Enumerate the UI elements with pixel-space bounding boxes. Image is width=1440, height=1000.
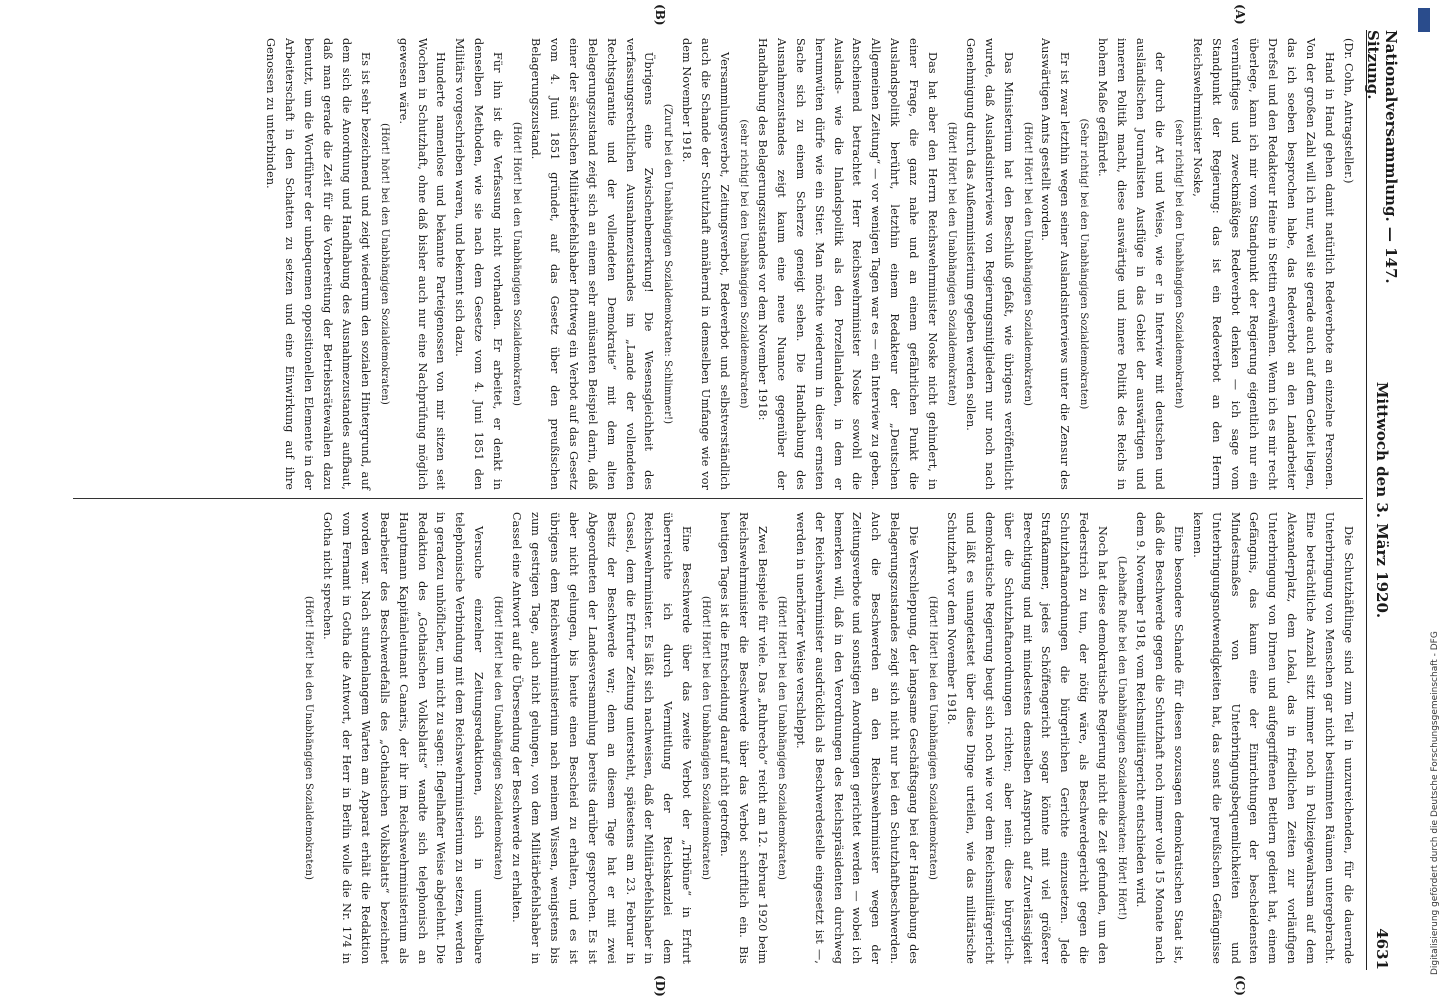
- paragraph: (Hört! Hört! bei den Unabhängigen Sozialdemokraten): [492, 595, 504, 881]
- digitization-note-text: Digitalisierung gefördert durch die Deutsche Forschungsgemeinschaft - DFG: [1430, 631, 1440, 975]
- margin-marker-d: (D): [653, 975, 667, 997]
- paragraph: Die Verschleppung, der langsame Geschäftsgang bei der Handhabung des Belagerungszustandes zeigt sich nicht nur bei den Schutzhaftbeschwerden. Auch die Beschwerden an den Reichswehrminister wegen der Zeitungsverbote und sonstigen Anordnungen gerichtet werden — wobei ich bemerken will, daß in den Verordnungen des Reichspräsidenten durchweg der Reichswehrminister ausdrücklich als Beschwerdestelle eingesetzt ist —, werden in unerhörter Weise verschleppt.: [793, 512, 921, 964]
- paragraph: Zwei Beispiele für viele. Das „Ruhrecho“ reicht am 12. Februar 1920 beim Reichswehrminister die Beschwerde über das Verbot schriftlich ein. Bis heutigen Tages ist die Entscheidung darauf nicht getroffen.: [718, 512, 769, 964]
- paragraph: (Hört! Hört! bei den Unabhängigen Sozialdemokraten): [1021, 121, 1033, 407]
- paragraph: Übrigens eine Zwischenbemerkung! Die Wesensgleichheit des verfassungsrechtlichen Ausnahmezustandes im „Lande der vollendeten Rechtsgarantie und der vollendeten Demokratie“ mit dem alten Belagerungszustand zeigt sich an einem sehr amüsanten Beispiel darin, daß einer der sächsischen Militärbefehlshaber flottweg ein Verbot auf das Gesetz vom 4. Juni 1851 gründet, auf das Gesetz über den preußischen Belagerungszustand.: [529, 38, 656, 490]
- paragraph: Die Schutzhäftlinge sind zum Teil in unzureichenden, für die dauernde Unterbringung von Menschen gar nicht bestimmten Räumen untergebracht. Eine beträchtliche Anzahl sitzt immer noch in Polizeigewahrsam auf dem Alexanderplatz, dem Lokal, das in friedlichen Zeiten zur vorläufigen Unterbringung von Dirnen und aufgegriffenen Bettlern gedient hat, einem Gefängnis, das kaum eine der Einrichtungen der bescheidensten Mindestmaßes von Unterbringungsbequemlichkeiten und Unterbringungsnotwendigkeiten hat, das sonst die preußischen Gefängnisse kennen.: [1190, 512, 1355, 964]
- paragraph: (Hört! Hört! bei den Unabhängigen Sozialdemokraten): [700, 595, 712, 881]
- right-column: [67, 512, 1357, 964]
- left-column: [67, 38, 1357, 490]
- paragraph: Hand in Hand gehen damit natürlich Redeverbote an einzelne Personen. Von der großen Zahl will ich nur, weil sie gerade auch auf dem Gebiet liegen, das ich soeben besprochen habe, das Redeverbot an den Landarbeiter Drefsel und den Redakteur Heine in Stettin erwähnen. Wenn ich es mir recht überlege, kann ich mir vom Standpunkt der Regierung eigentlich nur ein vernünftiges und zweckmäßiges Redeverbot denken — ich sage vom Standpunkt der Regierung: das ist ein Redeverbot an den Herrn Reichswehrminister Noske,: [1190, 38, 1337, 490]
- paragraph: Eine besondere Schande für diesen sozusagen demokratischen Staat ist, daß die Beschwerde gegen die Schutzhaft noch immer volle 15 Monate nach dem 9. November 1918, vom Reichsmilitärgericht entschieden wird.: [1134, 512, 1185, 964]
- paragraph: (sehr richtig! bei den Unabhängigen Sozialdemokraten): [738, 119, 749, 409]
- header-session: Nationalversammlung. — 147. Sitzung.: [1364, 30, 1400, 284]
- paragraph: Hunderte namenlose und bekannte Parteigenossen von mir sitzen seit Wochen in Schutzhaft, ohne daß bisher auch nur eine Nachprüfung möglich gewesen wäre.: [396, 38, 448, 490]
- paragraph: Versuche einzelner Zeitungsredaktionen, sich in unmittelbare telephonische Verbindung mit dem Reichswehrministerium zu setzen, werden in geradezu unhöflicher, um nicht zu sagen: flegelhafter Weise abgelehnt. Die Redaktion des „Gothaischen Volksblatts“ wandte sich telephonisch an Hauptmann Kapitänleutnant Canaris, der ihr im Reichswehrministerium als Bearbeiter des Beschwerdefalls des „Gothaischen Volksblatts“ bezeichnet worden war. Nach stundenlangem Warten am Apparat erhält die Redaktion vom Fernamt in Gotha die Antwort, der Herr in Berlin wolle die Nr. 174 in Gotha nicht sprechen.: [321, 512, 486, 964]
- page-header: [1364, 30, 1400, 970]
- margin-marker-b: (B): [653, 4, 667, 26]
- paragraph: Eine Beschwerde über das zweite Verbot der „Tribüne“ in Erfurt überreichte ich durch Vermittlung der Reichskanzlei dem Reichswehrminister. Es läßt sich nachweisen, daß der Militärbefehlshaber in Cassel, dem die Erfurter Zeitung untersteht, spätestens am 23. Februar in Besitz der Beschwerde war; denn an diesem Tage hat er mit zwei Abgeordneten der Landesversammlung bereits darüber gesprochen. Es ist aber nicht gelungen, bis heute einen Bescheid zu erhalten, und es ist übrigens dem Reichswehrministerium nach meinem Wissen, wenigstens bis zum gestrigen Tage, auch nicht gelungen, von dem Militärbefehlshaber in Cassel eine Antwort auf die Übersendung der Beschwerde zu erhalten.: [510, 512, 694, 964]
- paragraph: Das hat aber den Herrn Reichswehrminister Noske nicht gehindert, in einer Frage, die ganz nahe und an einem gefährlichen Punkt die Auslandspolitik berührt, letzthin einem Redakteur der „Deutschen Allgemeinen Zeitung“ — vor wenigen Tagen war es — ein Interview zu geben. Anscheinend betrachtet Herr Reichswehrminister Noske sowohl die Auslands- wie die Inlandspolitik als den Porzellanladen, in dem er herumwüten dürfe wie ein Stier. Man möchte wiederum in dieser ernsten Sache sich zu einem Scherze geneigt sehen. Die Handhabung des Ausnahmezustandes zeigt kaum eine neue Nuance gegenüber der Handhabung des Belagerungszustandes vor dem November 1918:: [755, 38, 940, 490]
- paragraph: (Hört! Hört! bei den Unabhängigen Sozialdemokraten): [945, 121, 957, 407]
- column-divider: [73, 498, 1363, 499]
- paragraph: (Zuruf bei den Unabhängigen Sozialdemokraten: Schlimmer!): [662, 103, 674, 425]
- paragraph: Noch hat diese demokratische Regierung nicht die Zeit gefunden, um den Federstrich zu tun, der nötig wäre, als Beschwerdegericht gegen die Schutzhaftanordnungen die bürgerlichen Gerichte einzusetzen. Jede Strafkammer, jedes Schöffengericht sogar könnte mit viel größerer Berechtigung und mit mindestens demselben Anspruch auf Zuverlässigkeit über die Schutzhaftanordnungen richten; aber nein: diese bürgerlich-demokratische Regierung beugt sich noch wie vor dem Reichsmilitärgericht und läßt es unangetastet über diese Dinge urteilen, wie das militärische Schutzhaft vor dem November 1918.: [944, 512, 1110, 964]
- paragraph: der durch die Art und Weise, wie er in Interview mit deutschen und ausländischen Journalisten Ausflüge in das Gebiet der auswärtigen und inneren Politik macht, diese auswärtige und innere Politik des Reichs in hohem Maße gefährdet.: [1096, 38, 1166, 490]
- header-date: Mittwoch den 3. März 1920.: [1373, 381, 1391, 619]
- margin-marker-c: (C): [1233, 975, 1247, 996]
- paragraph: (Hört! Hört! bei den Unabhängigen Sozialdemokraten): [775, 595, 787, 881]
- paragraph: Es ist sehr bezeichnend und zeigt wiederum den sozialen Hintergrund, auf dem sich die Anordnung und Handhabung des Ausnahmezustandes aufbaut, daß man gerade die Zeit für die Vorbereitung der Betriebsrätewahlen dazu benutzt, um die Wortführer der unbequemen oppositionellen Elemente in der Arbeiterschaft in den Schatten zu setzen und eine Einwirkung auf ihre Genossen zu unterbinden.: [264, 38, 372, 490]
- paragraph: (Hört! Hört! bei den Unabhängigen Sozialdemokraten): [927, 595, 939, 881]
- paragraph: (Hört! hört! bei den Unabhängigen Sozialdemokraten): [378, 123, 390, 405]
- digitization-note: [1418, 10, 1440, 990]
- paragraph: Versammlungsverbot, Zeitungsverbot, Redeverbot und selbstverständlich auch die Schande der Schutzhaft annähernd in demselben Umfange wie vor dem November 1918.: [680, 38, 732, 490]
- paragraph: (sehr richtig! bei den Unabhängigen Sozialdemokraten): [1172, 119, 1184, 409]
- paragraph: (Sehr richtig! bei den Unabhängigen Sozialdemokraten): [1078, 118, 1090, 410]
- paragraph: Für ihn ist die Verfassung nicht vorhanden. Er arbeitet, er denkt in denselben Methoden, wie sie nach dem Gesetze vom 4. Juni 1851 den Militärs vorgeschrieben waren, und bekennt sich dazu.: [453, 38, 505, 490]
- paragraph: (Lebhafte Rufe bei den Unabhängigen Sozialdemokraten: Hört! Hört!): [1116, 556, 1128, 920]
- paragraph: Das Ministerium hat den Beschluß gefaßt, wie übrigens veröffentlicht wurde, daß Auslandsinterviews von Regierungsmitgliedern nur noch nach Genehmigung durch das Außenministerium gegeben werden sollen.: [963, 38, 1015, 490]
- paragraph: Er ist zwar letzthin wegen seiner Auslandsinterviews unter die Zensur des Auswärtigen Amts gestellt worden.: [1039, 38, 1072, 490]
- paragraph: (Hört! Hört! bei den Unabhängigen Sozialdemokraten): [303, 595, 315, 881]
- page-number: 4631: [1373, 928, 1391, 970]
- paragraph: (Hört! Hört! bei den Unabhängigen Sozialdemokraten): [511, 121, 523, 407]
- paragraph: (Dr. Cohn, Antragsteller.): [1342, 38, 1355, 184]
- margin-marker-a: (A): [1233, 4, 1247, 25]
- rotated-page-content: [67, 4, 1400, 997]
